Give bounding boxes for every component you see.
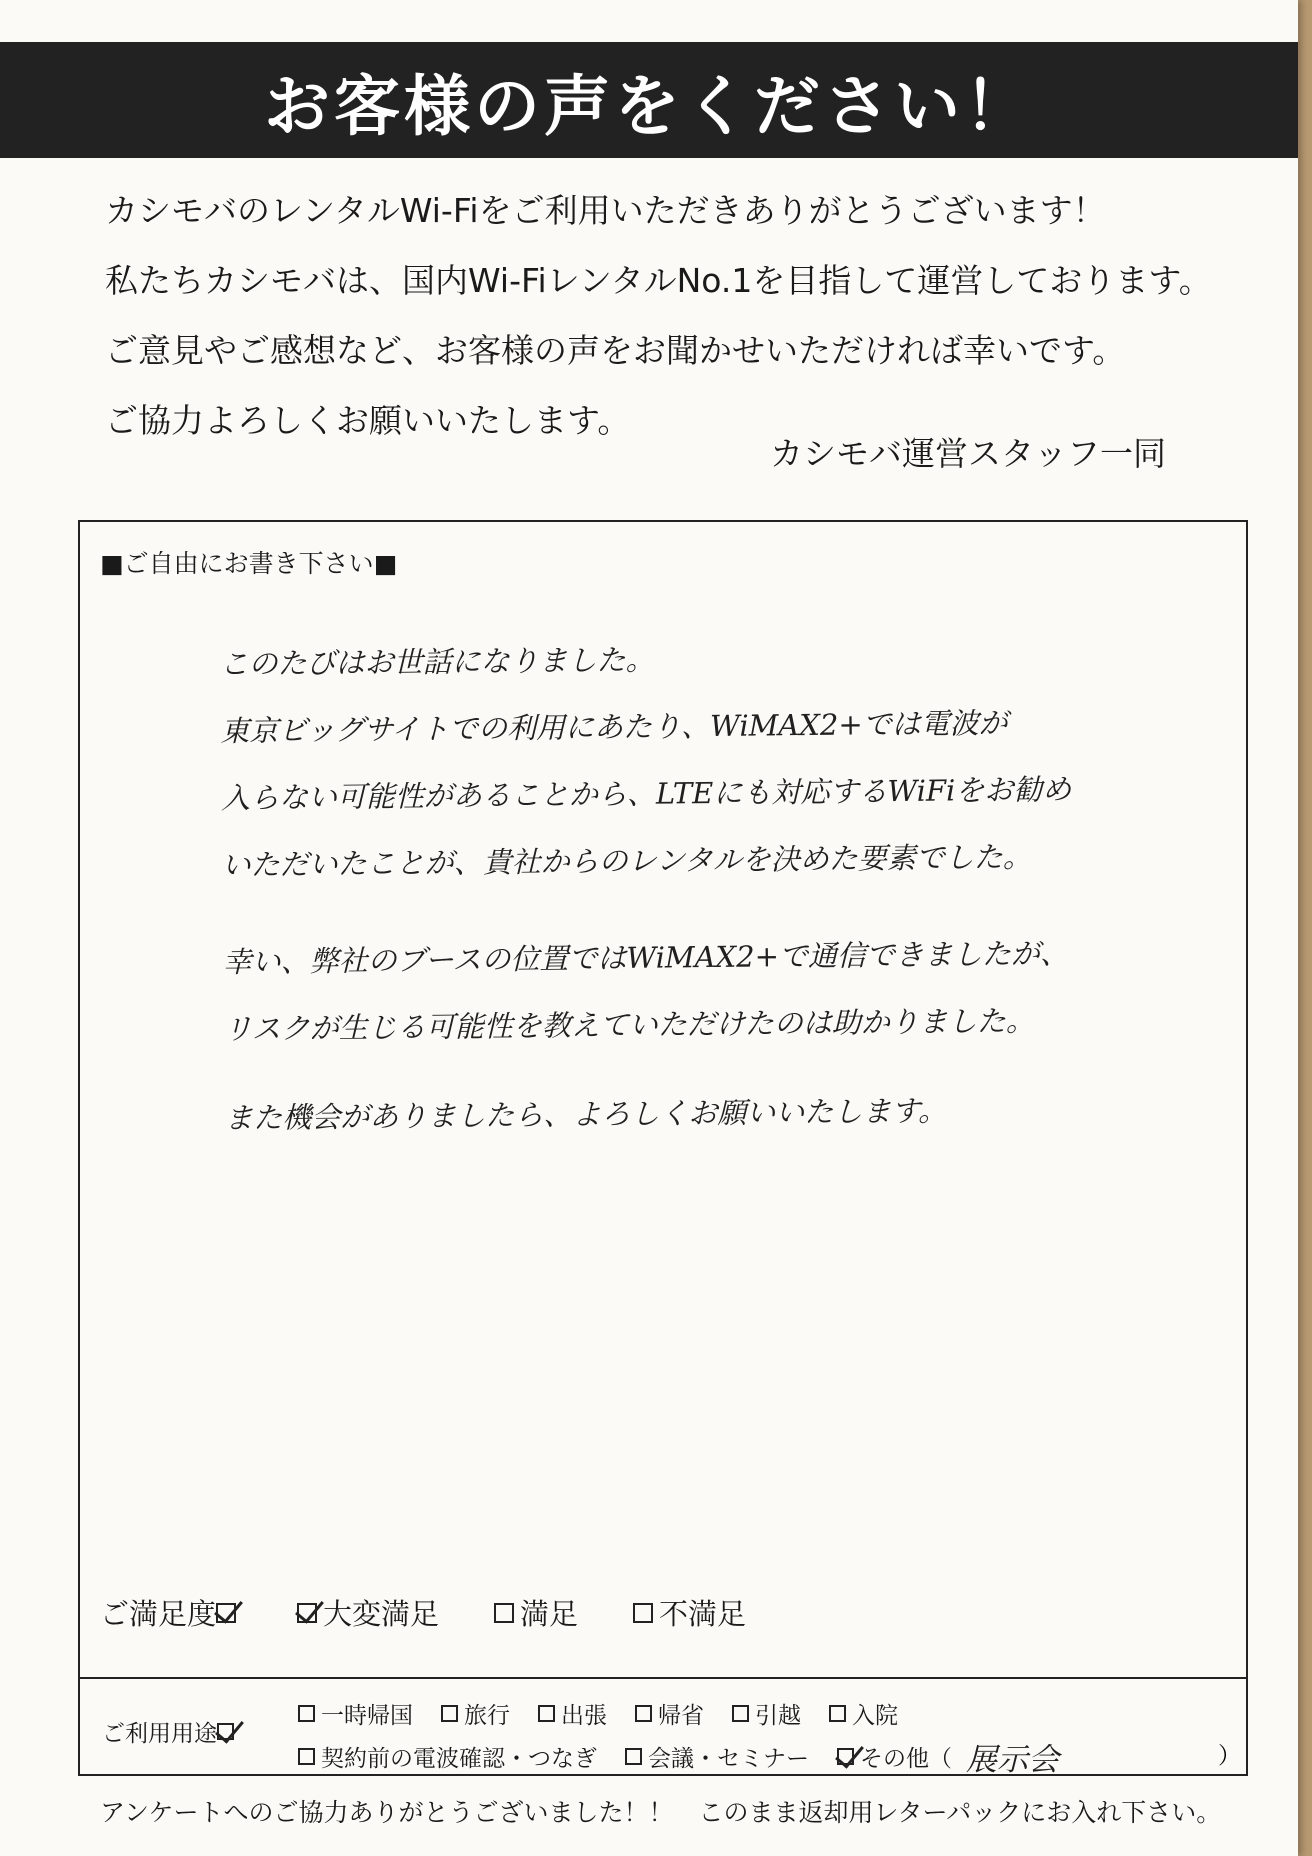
- other-usage-value[interactable]: 展示会: [966, 1742, 1059, 1778]
- footer-note: アンケートへのご協力ありがとうございました！！ このまま返却用レターパックにお入れ下さい。: [100, 1798, 1222, 1827]
- satisfaction-option-very-satisfied[interactable]: [297, 1592, 439, 1633]
- checkbox[interactable]: [829, 1705, 846, 1722]
- handwritten-line: リスクが生じる可能性を教えていただけたのは助かりました。: [223, 1003, 1035, 1047]
- handwritten-line: 東京ビッグサイトでの利用にあたり、WiMAX2+では電波が: [220, 705, 1008, 749]
- handwritten-line: また機会がありましたら、よろしくお願いいたします。: [224, 1093, 948, 1136]
- usage-options-line1: [298, 1697, 926, 1730]
- usage-option-business-trip[interactable]: [538, 1697, 607, 1730]
- satisfaction-option-dissatisfied[interactable]: [633, 1592, 746, 1633]
- title-banner: [0, 42, 1298, 158]
- page-title: お客様の声をください！: [264, 67, 1034, 145]
- option-label: その他（: [860, 1746, 952, 1772]
- usage-option-homecoming[interactable]: [635, 1697, 704, 1730]
- handwritten-comment: [219, 629, 1204, 1160]
- option-label: 会議・セミナー: [648, 1746, 809, 1772]
- handwritten-line: このたびはお世話になりました。: [219, 642, 655, 682]
- checkbox[interactable]: [635, 1705, 652, 1722]
- option-label: 引越: [755, 1703, 801, 1729]
- comment-box: [78, 520, 1248, 1776]
- intro-text: [105, 185, 1212, 465]
- usage-option-hospital[interactable]: [829, 1697, 898, 1730]
- intro-line: ご協力よろしくお願いいたします。: [105, 401, 631, 440]
- usage-section: [80, 1677, 1246, 1776]
- satisfaction-label: [100, 1592, 242, 1633]
- satisfaction-option-satisfied[interactable]: [494, 1592, 578, 1633]
- intro-line: 私たちカシモバは、国内Wi-FiレンタルNo.1を目指して運営しております。: [105, 261, 1212, 300]
- checkbox-icon: [217, 1723, 234, 1740]
- option-label: 入院: [852, 1703, 898, 1729]
- comment-box-label: ■ご自由にお書き下さい■: [100, 549, 398, 578]
- checkbox[interactable]: [494, 1603, 514, 1623]
- checkbox-icon: [216, 1603, 236, 1623]
- usage-option-temporary-return[interactable]: [298, 1697, 413, 1730]
- checkbox[interactable]: [625, 1748, 642, 1765]
- checkbox[interactable]: [298, 1705, 315, 1722]
- checkbox[interactable]: [538, 1705, 555, 1722]
- option-label: 大変満足: [323, 1597, 440, 1631]
- handwritten-line: いただいたことが、貴社からのレンタルを決めた要素でした。: [221, 839, 1032, 883]
- usage-option-travel[interactable]: [441, 1697, 510, 1730]
- checkbox[interactable]: [633, 1603, 653, 1623]
- handwritten-line: 幸い、弊社のブースの位置ではWiMAX2+で通信できましたが、: [222, 936, 1070, 980]
- usage-option-other[interactable]: [837, 1734, 1059, 1779]
- option-label: 一時帰国: [321, 1703, 413, 1729]
- intro-line: ご意見やご感想など、お客様の声をお聞かせいただければ幸いです。: [105, 331, 1126, 370]
- usage-option-moving[interactable]: [732, 1697, 801, 1730]
- usage-label-text: ご利用用途: [102, 1721, 217, 1747]
- option-label: 帰省: [658, 1703, 704, 1729]
- usage-option-signal-check[interactable]: [298, 1740, 597, 1773]
- checkbox[interactable]: [298, 1748, 315, 1765]
- usage-option-meeting-seminar[interactable]: [625, 1740, 809, 1773]
- checkbox[interactable]: [441, 1705, 458, 1722]
- staff-signature: カシモバ運営スタッフ一同: [770, 434, 1166, 473]
- satisfaction-row: [100, 1592, 801, 1633]
- checkbox[interactable]: [732, 1705, 749, 1722]
- option-label: 契約前の電波確認・つなぎ: [321, 1746, 597, 1772]
- usage-label: [102, 1715, 240, 1748]
- option-label: 満足: [520, 1597, 579, 1631]
- usage-options-line2: [298, 1734, 1087, 1779]
- checkbox[interactable]: [297, 1603, 317, 1623]
- checkbox[interactable]: [837, 1748, 854, 1765]
- handwritten-line: 入らない可能性があることから、LTEにも対応するWiFiをお勧め: [220, 772, 1072, 816]
- intro-line: カシモバのレンタルWi-Fiをご利用いただきありがとうございます！: [105, 191, 1106, 230]
- other-close-paren: ）: [1218, 1743, 1241, 1769]
- satisfaction-label-text: ご満足度: [100, 1597, 217, 1631]
- option-label: 出張: [561, 1703, 607, 1729]
- option-label: 不満足: [659, 1597, 747, 1631]
- option-label: 旅行: [464, 1703, 510, 1729]
